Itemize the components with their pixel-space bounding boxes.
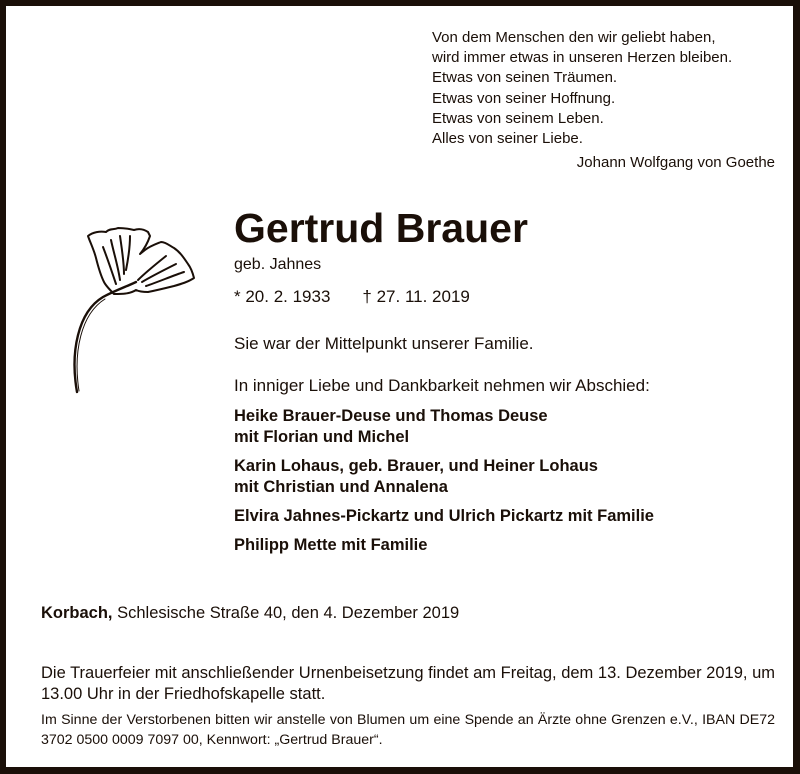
poem-line: Alles von seiner Liebe.	[432, 130, 583, 148]
poem-line: Von dem Menschen den wir geliebt haben,	[432, 29, 716, 46]
poem-line: Etwas von seiner Hoffnung.	[432, 89, 616, 107]
life-dates	[234, 286, 470, 308]
ginkgo-leaf-icon	[48, 202, 218, 398]
ceremony-info: Die Trauerfeier mit anschließender Urnenbeisetzung findet am Freitag, dem 13. Dezember 2019, um 13.00 Uhr in der Friedhofskapelle statt.	[41, 664, 775, 703]
birth-date: * 20. 2. 1933	[234, 287, 331, 306]
mourner-group	[234, 406, 654, 448]
mourners-list	[234, 406, 654, 564]
poem-line: Etwas von seinem Leben.	[432, 109, 604, 127]
address-date: Schlesische Straße 40, den 4. Dezember 2019	[112, 604, 460, 622]
poem-author: Johann Wolfgang von Goethe	[576, 154, 775, 172]
mourner-line: Karin Lohaus, geb. Brauer, und Heiner Lohaus	[234, 457, 598, 475]
mourner-group	[234, 456, 654, 498]
deceased-name: Gertrud Brauer	[234, 205, 528, 251]
obituary-notice	[6, 6, 793, 767]
farewell-line: In inniger Liebe und Dankbarkeit nehmen wir Abschied:	[234, 376, 650, 395]
poem-line: Etwas von seinen Träumen.	[432, 69, 618, 87]
death-date: † 27. 11. 2019	[362, 287, 470, 306]
mourner-line: Elvira Jahnes-Pickartz und Ulrich Pickartz mit Familie	[234, 507, 654, 525]
mourner-line: Heike Brauer-Deuse und Thomas Deuse	[234, 407, 548, 425]
mourner-line: Philipp Mette mit Familie	[234, 536, 428, 554]
tribute-line: Sie war der Mittelpunkt unserer Familie.	[234, 334, 534, 353]
maiden-name: geb. Jahnes	[234, 256, 322, 273]
mourner-group	[234, 535, 654, 556]
mourner-line: mit Florian und Michel	[234, 428, 410, 446]
mourner-group	[234, 506, 654, 527]
mourner-line: mit Christian und Annalena	[234, 478, 448, 496]
donation-info: Im Sinne der Verstorbenen bitten wir anstelle von Blumen um eine Spende an Ärzte ohne Grenzen e.V., IBAN DE72 3702 0500 0009 7097 00, Kennwort: „Gertrud Brauer“.	[41, 712, 775, 748]
city: Korbach,	[41, 604, 113, 622]
place-and-date	[41, 602, 459, 624]
poem-line: wird immer etwas in unseren Herzen bleiben.	[432, 49, 733, 67]
goethe-poem	[432, 28, 775, 173]
